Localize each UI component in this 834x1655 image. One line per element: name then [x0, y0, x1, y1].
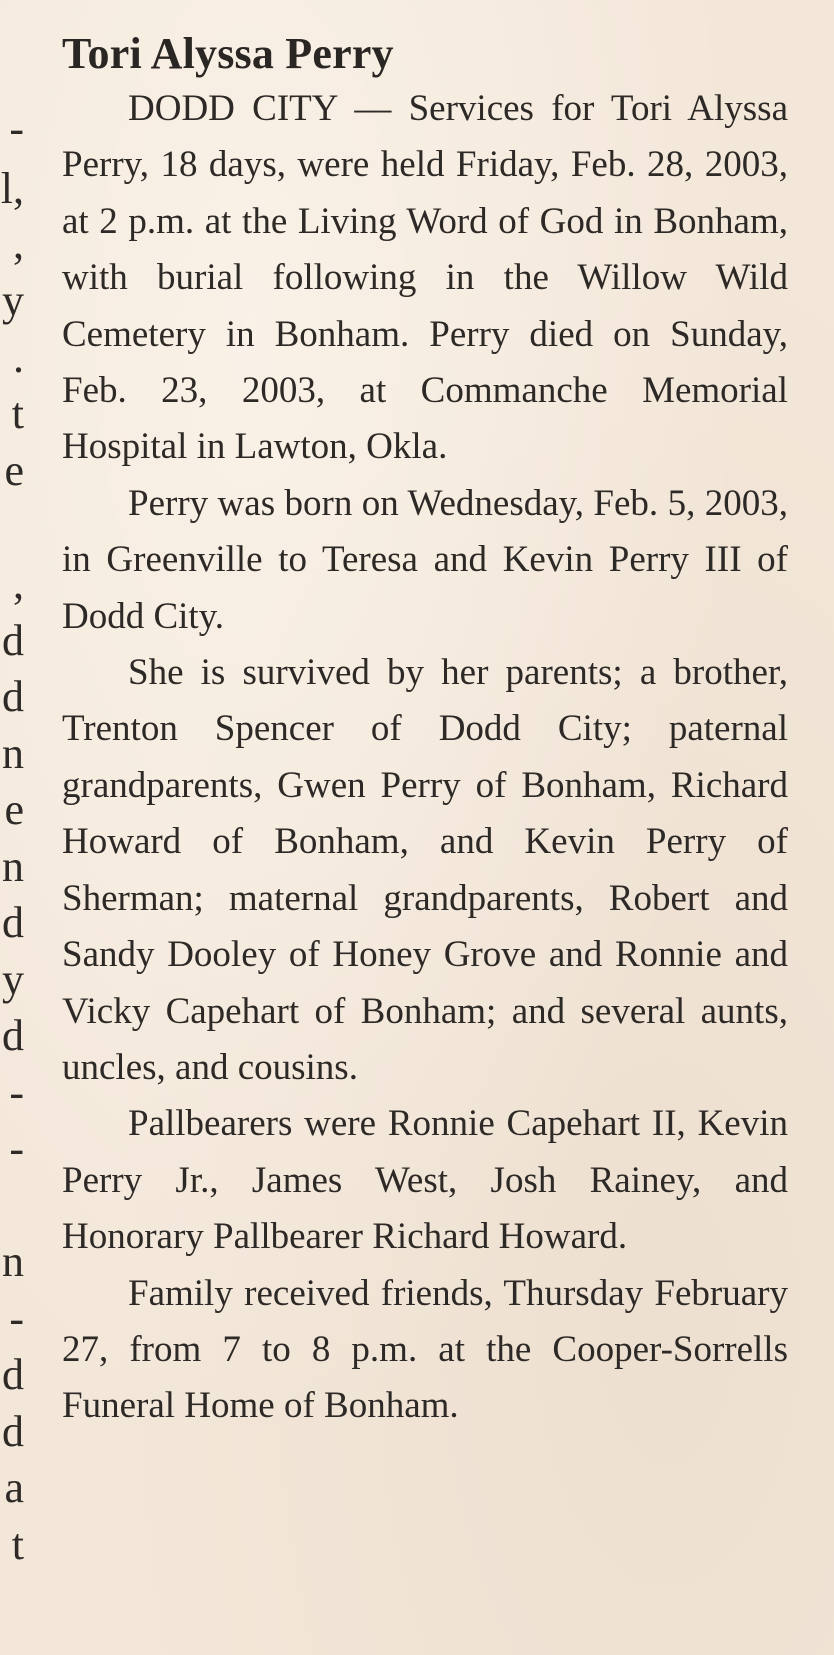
- column-fragment: t: [11, 389, 24, 438]
- column-fragment: d: [2, 898, 24, 947]
- column-fragment: e: [4, 446, 24, 495]
- column-fragment: l,: [0, 164, 24, 213]
- column-fragment: -: [9, 1068, 24, 1117]
- adjacent-column-fragments: [0, 0, 30, 1655]
- article-paragraph: [62, 1266, 788, 1435]
- column-fragment: n: [2, 1237, 24, 1286]
- column-fragment: n: [2, 729, 24, 778]
- paragraph-text: She is survived by her parents; a brother, Trenton Spencer of Dodd City; paternal grandparents, Gwen Perry of Bonham, Richard Howard of Bonham, and Kevin Perry of Sherman; maternal grandparents, Robert and Sandy Dooley of Honey Grove and Ronnie and Vicky Capehart of Bonham; and several aunts, uncles, and cousins.: [62, 652, 788, 1088]
- column-fragment: t: [11, 1520, 24, 1569]
- paragraph-text: DODD CITY — Services for Tori Alyssa Perry, 18 days, were held Friday, Feb. 28, 2003, at 2 p.m. at the Living Word of God in Bonham, with burial following in the Willow Wild Cemetery in Bonham. Perry died on Sunday, Feb. 23, 2003, at Commanche Memorial Hospital in Lawton, Okla.: [62, 88, 788, 468]
- obituary-article: [62, 28, 788, 1435]
- column-fragment: d: [2, 672, 24, 721]
- column-fragment: .: [13, 333, 24, 382]
- article-paragraph: [62, 645, 788, 1096]
- paragraph-text: Family received friends, Thursday February 27, from 7 to 8 p.m. at the Cooper-Sorrells Funeral Home of Bonham.: [62, 1272, 788, 1427]
- column-fragment: y: [2, 276, 24, 325]
- column-fragment: d: [2, 1350, 24, 1399]
- column-fragment: y: [2, 955, 24, 1004]
- column-fragment: e: [4, 785, 24, 834]
- column-fragment: ,: [13, 219, 24, 268]
- article-paragraph: [62, 1096, 788, 1265]
- column-fragment: ,: [13, 559, 24, 608]
- paragraph-text: Perry was born on Wednesday, Feb. 5, 2003, in Greenville to Teresa and Kevin Perry III of Dodd City.: [62, 482, 788, 637]
- column-fragment: d: [2, 1011, 24, 1060]
- column-fragment: d: [2, 616, 24, 665]
- column-fragment: -: [9, 104, 24, 153]
- column-fragment: n: [2, 842, 24, 891]
- obituary-headline: Tori Alyssa Perry: [62, 29, 394, 78]
- column-fragment: -: [9, 1294, 24, 1343]
- article-paragraph: [62, 476, 788, 645]
- article-paragraph: [62, 81, 788, 476]
- paragraph-text: Pallbearers were Ronnie Capehart II, Kevin Perry Jr., James West, Josh Rainey, and Honorary Pallbearer Richard Howard.: [62, 1103, 788, 1258]
- column-fragment: d: [2, 1407, 24, 1456]
- column-fragment: a: [4, 1463, 24, 1512]
- column-fragment: -: [9, 1124, 24, 1173]
